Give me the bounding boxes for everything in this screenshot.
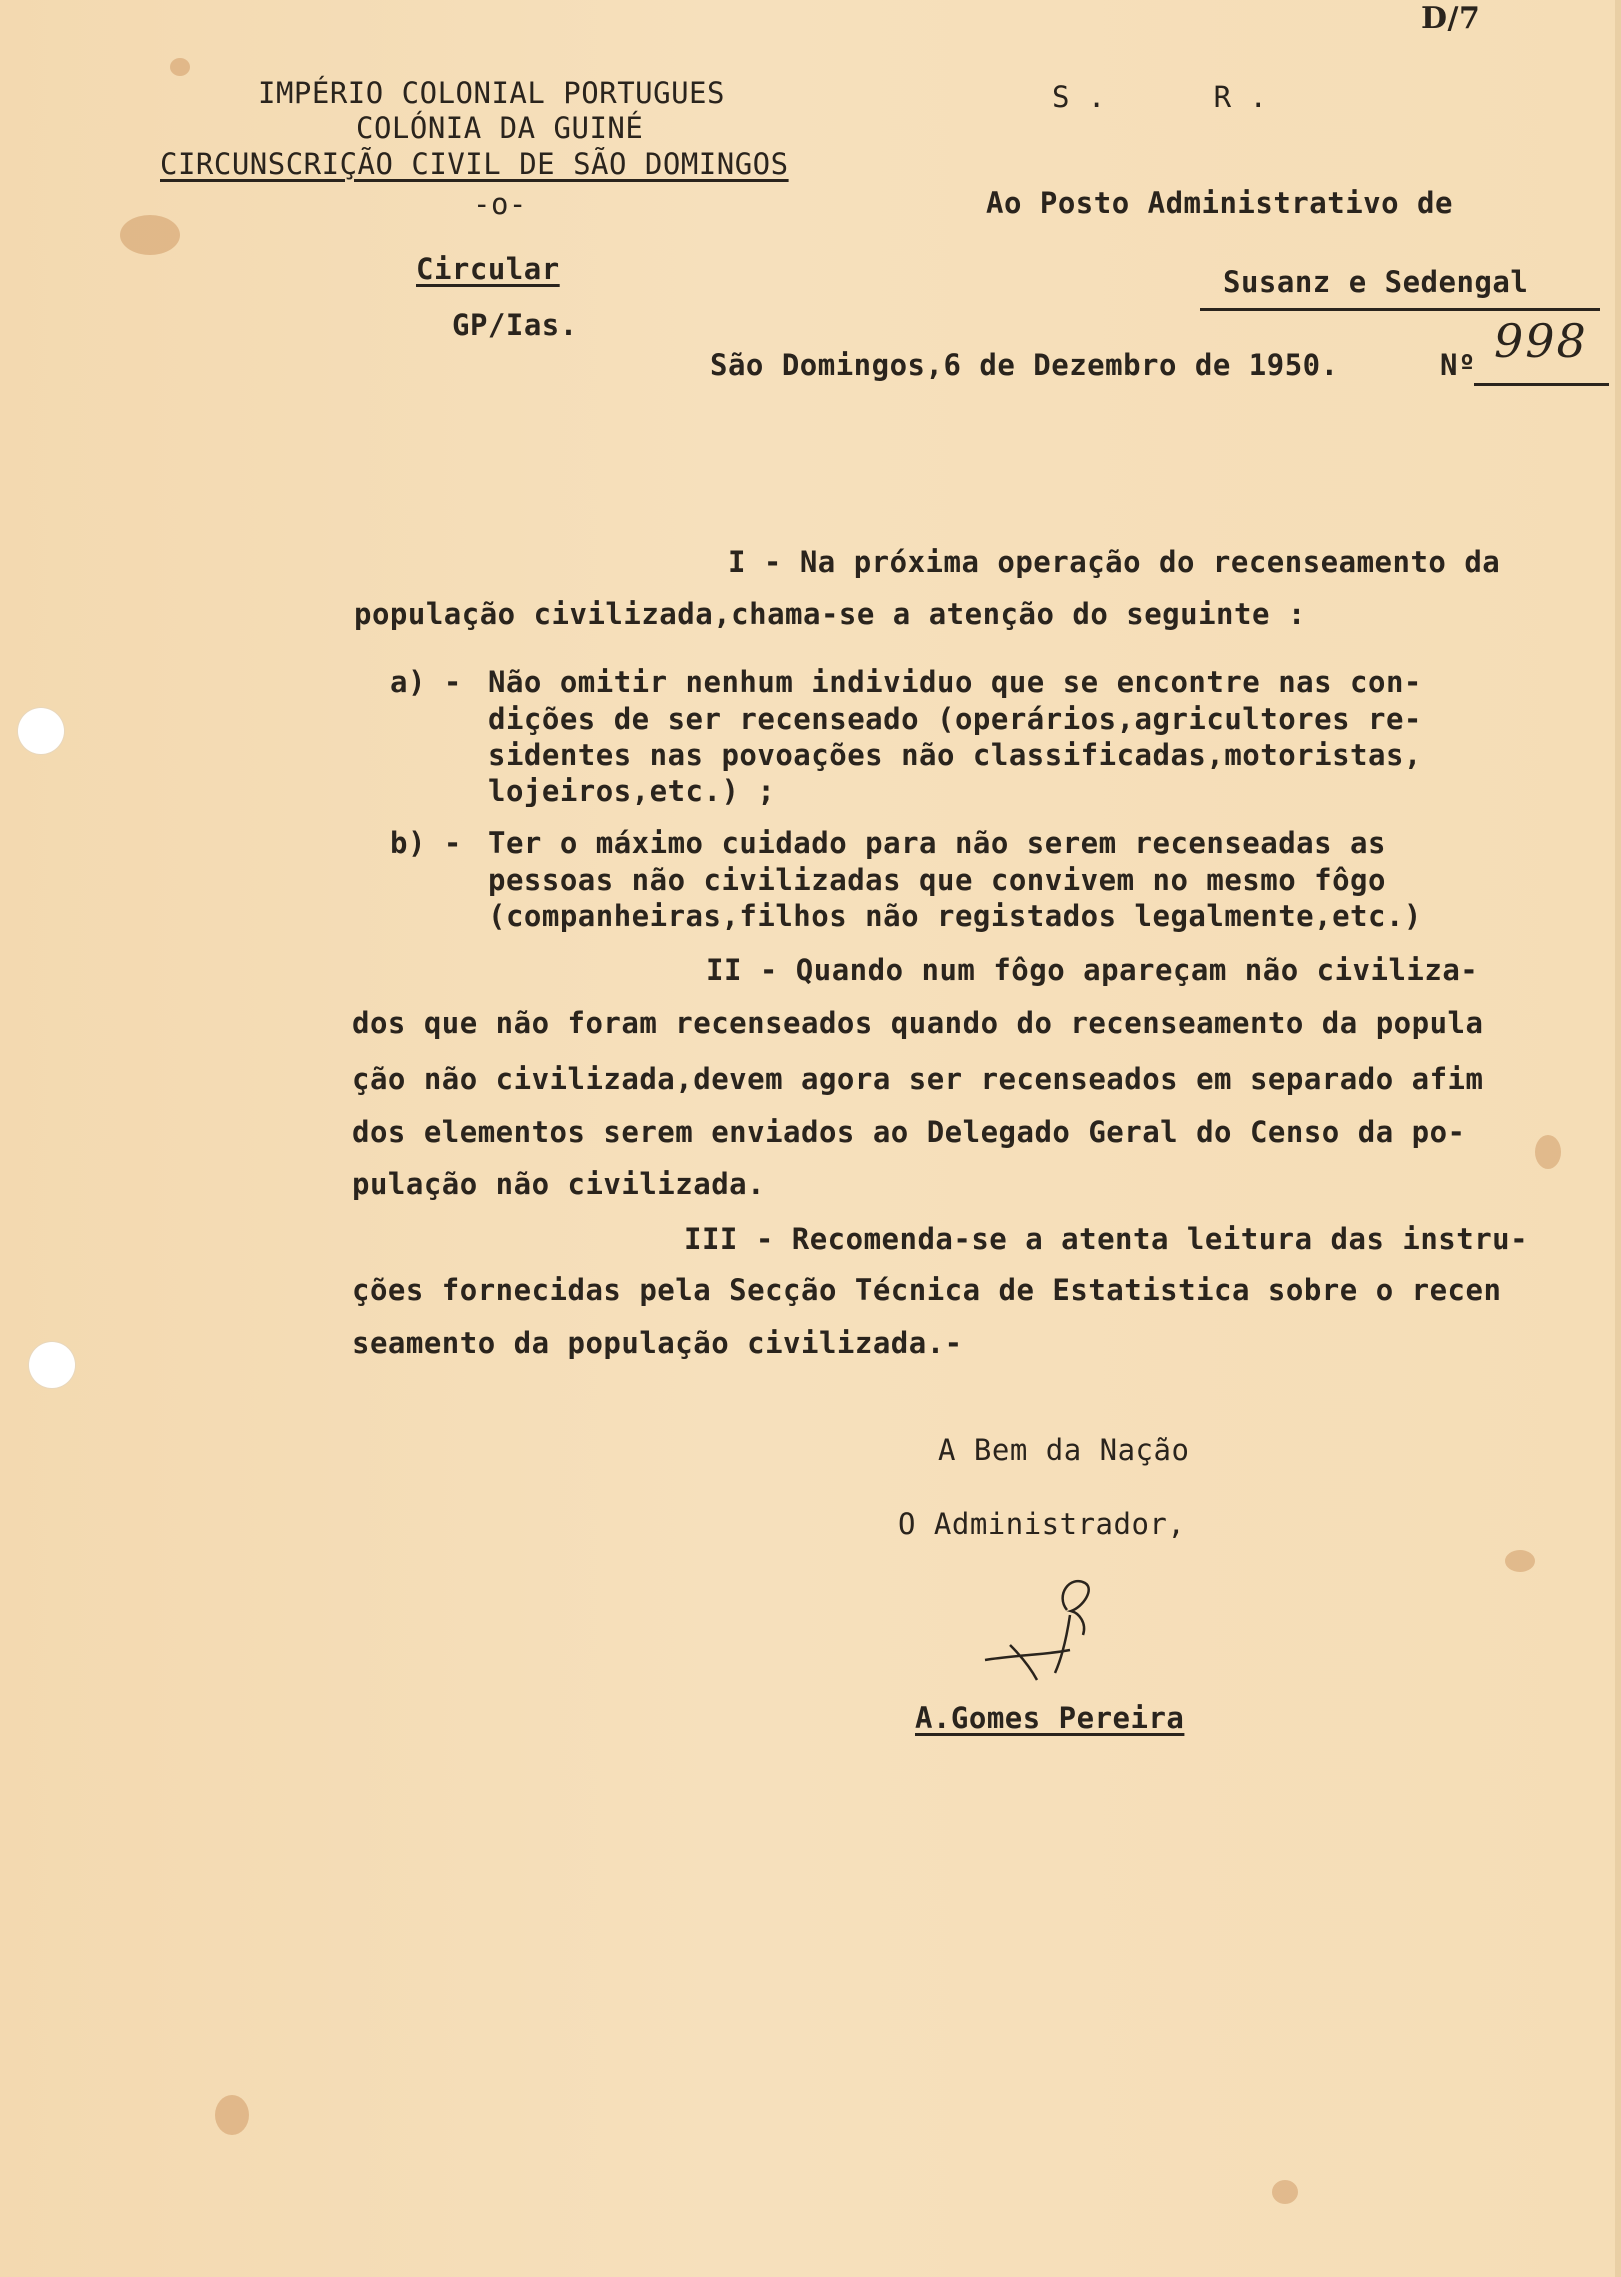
stain (170, 58, 190, 76)
addressee-line-1: Ao Posto Administrativo de (986, 186, 1453, 220)
paragraph-1-line-2: população civilizada,chama-se a atenção do seguinte : (354, 597, 1306, 631)
stain (215, 2095, 249, 2135)
number-underline (1474, 383, 1609, 386)
stain (1272, 2180, 1298, 2204)
handwritten-signature (975, 1555, 1135, 1695)
header-line-3: CIRCUNSCRIÇÃO CIVIL DE SÃO DOMINGOS (160, 147, 789, 181)
paragraph-2-line-2: dos que não foram recenseados quando do recenseamento da popula (352, 1006, 1484, 1040)
item-b-line-2: pessoas não civilizadas que convivem no mesmo fôgo (488, 863, 1386, 897)
paragraph-2-line-4: dos elementos serem enviados ao Delegado Geral do Censo da po- (352, 1115, 1466, 1149)
paragraph-3-line-3: seamento da população civilizada.- (352, 1326, 963, 1360)
handwritten-number: 998 (1494, 314, 1588, 368)
paragraph-2-line-5: pulação não civilizada. (352, 1167, 766, 1201)
stain (1535, 1135, 1561, 1169)
circular-reference: GP/Ias. (452, 308, 578, 342)
s-r-mark: S . R . (1052, 80, 1268, 114)
addressee-line-2: Susanz e Sedengal (1223, 265, 1529, 299)
date-line: São Domingos,6 de Dezembro de 1950. (710, 348, 1339, 382)
item-b-label: b) - (390, 826, 462, 860)
item-b-line-3: (companheiras,filhos não registados legalmente,etc.) (488, 899, 1422, 933)
paragraph-3-line-2: ções fornecidas pela Secção Técnica de Estatistica sobre o recen (352, 1273, 1502, 1307)
page-edge-shadow (1615, 0, 1621, 2277)
item-a-line-3: sidentes nas povoações não classificadas,motoristas, (488, 738, 1422, 772)
item-a-line-1: Não omitir nenhum individuo que se encontre nas con- (488, 665, 1422, 699)
paragraph-2-line-3: ção não civilizada,devem agora ser recenseados em separado afim (352, 1062, 1484, 1096)
closing-title: O Administrador, (898, 1507, 1186, 1541)
paragraph-3-line-1: III - Recomenda-se a atenta leitura das instru- (684, 1222, 1529, 1256)
item-a-label: a) - (390, 665, 462, 699)
number-label: Nº (1440, 348, 1476, 382)
item-a-line-2: dições de ser recenseado (operários,agricultores re- (488, 702, 1422, 736)
header-line-2: COLÓNIA DA GUINÉ (356, 111, 644, 145)
punch-hole (29, 1342, 75, 1388)
header-line-1: IMPÉRIO COLONIAL PORTUGUES (258, 76, 725, 110)
stain (1505, 1550, 1535, 1572)
signatory-name: A.Gomes Pereira (915, 1701, 1185, 1735)
item-b-line-1: Ter o máximo cuidado para não serem recenseadas as (488, 826, 1386, 860)
circular-title: Circular (416, 252, 560, 286)
paragraph-2-line-1: II - Quando num fôgo apareçam não civiliza- (706, 953, 1479, 987)
page-marker: D/7 (1421, 1, 1481, 36)
item-a-line-4: lojeiros,etc.) ; (488, 774, 776, 808)
addressee-underline (1200, 308, 1600, 311)
stain (120, 215, 180, 255)
punch-hole (18, 708, 64, 754)
header-separator: -o- (473, 187, 527, 221)
closing-salutation: A Bem da Nação (938, 1433, 1190, 1467)
paragraph-1-line-1: I - Na próxima operação do recenseamento da (728, 545, 1501, 579)
